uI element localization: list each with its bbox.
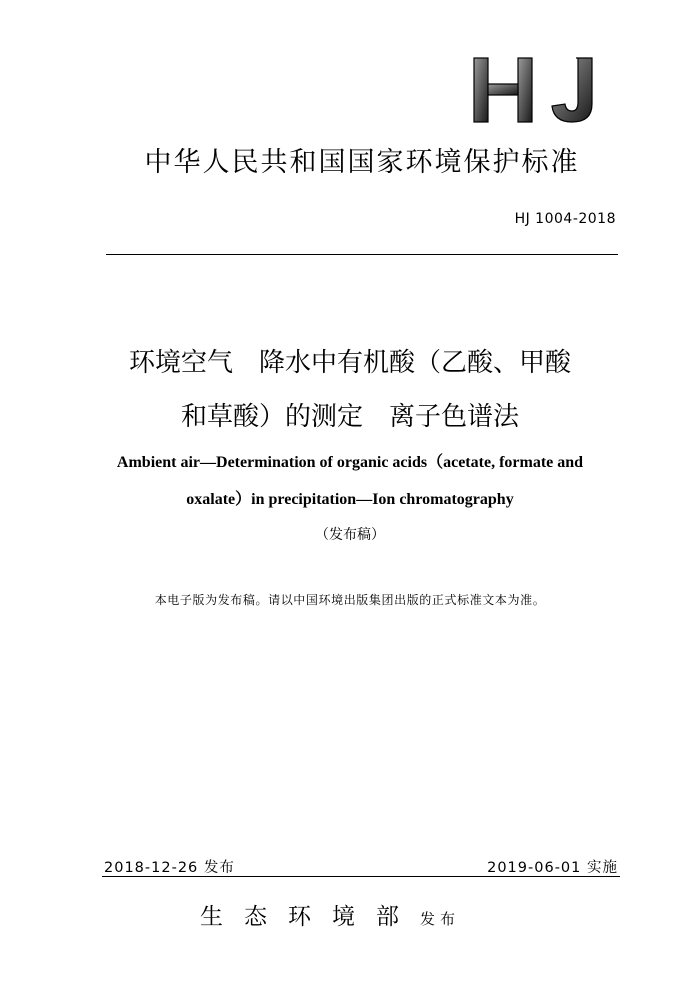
draft-status: （发布稿） [315,527,385,543]
issuer [200,898,460,931]
top-divider [106,254,618,255]
bottom-divider [102,876,620,877]
title-zh-line2: 和草酸）的测定 离子色谱法 [180,402,519,432]
title-en-line2: oxalate）in precipitation—Ion chromatography [186,491,514,508]
issue-date: 2018-12-26 发布 [104,860,235,876]
issuer-suffix: 发布 [420,910,461,928]
issuer-name: 生态环境部 [200,904,420,930]
title-zh-line1: 环境空气 降水中有机酸（乙酸、甲酸 [128,348,571,378]
publication-notice: 本电子版为发布稿。请以中国环境出版集团出版的正式标准文本为准。 [154,593,546,607]
title-en-line1: Ambient air—Determination of organic acids（acetate, formate and [116,454,584,471]
hj-logo [466,54,606,126]
effective-date: 2019-06-01 实施 [487,860,618,876]
org-title: 中华人民共和国国家环境保护标准 [144,147,580,178]
standard-number: HJ 1004-2018 [514,211,616,227]
